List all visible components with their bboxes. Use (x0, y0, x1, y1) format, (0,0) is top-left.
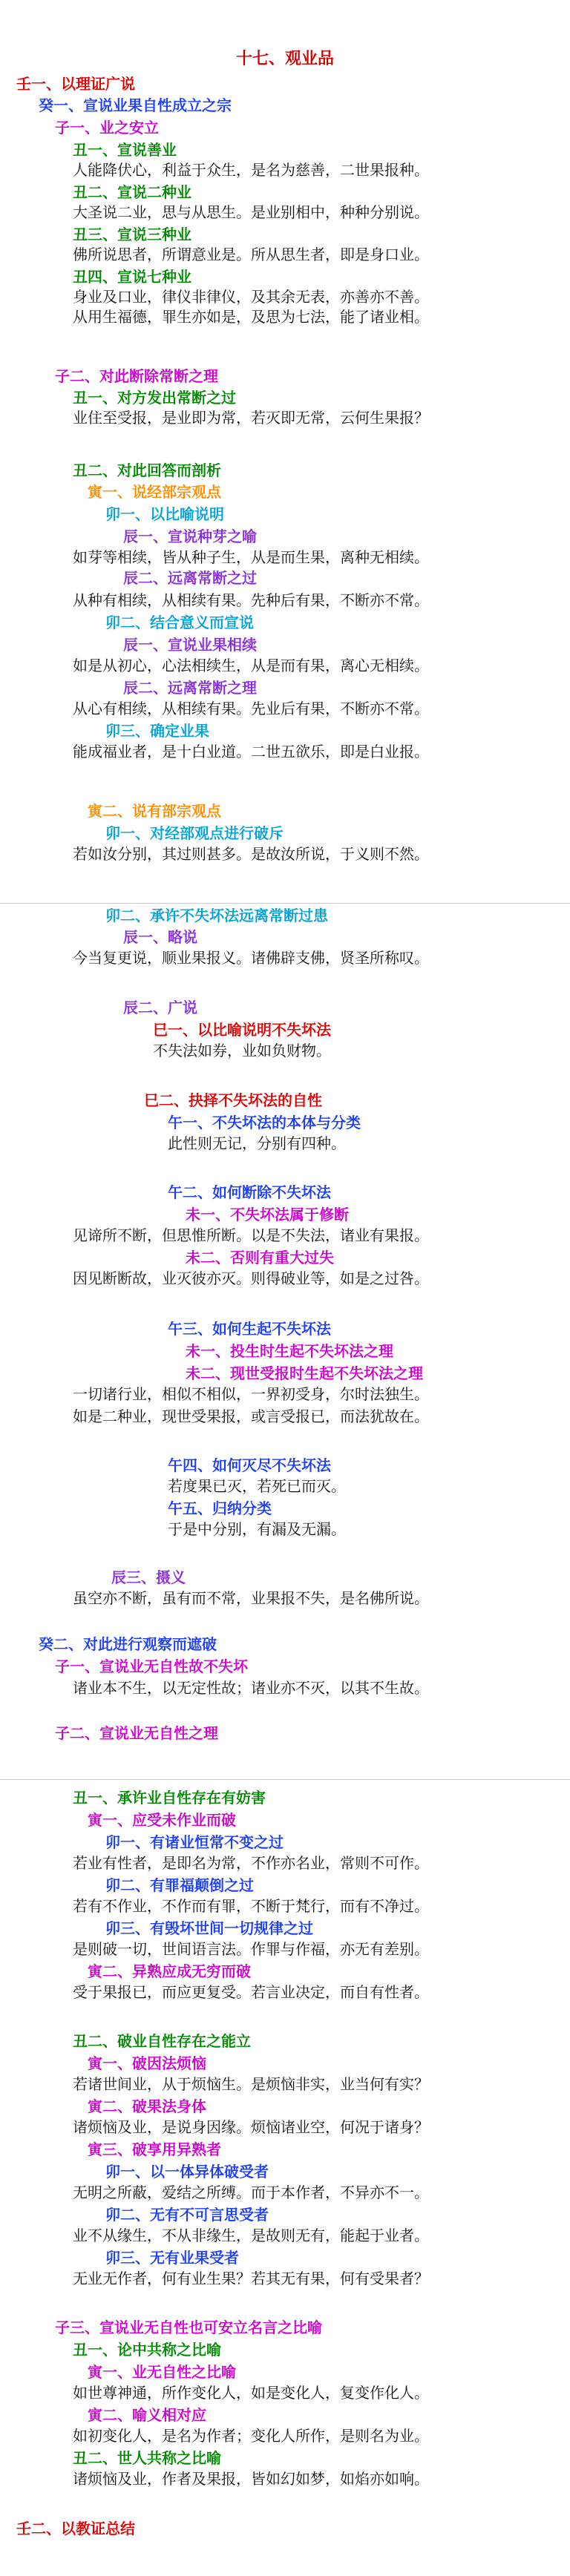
outline-heading: 未二、现世受报时生起不失坏法之理 (186, 1364, 423, 1382)
verse-line: 见谛所不断，但思惟所断。以是不失法，诸业有果报。 (73, 1226, 429, 1244)
outline-heading: 丑三、宣说三种业 (73, 226, 191, 243)
outline-heading: 寅二、异熟应成无穷而破 (88, 1962, 251, 1980)
verse-line: 今当复更说，顺业果报义。诸佛辟支佛，贤圣所称叹。 (73, 949, 429, 967)
outline-heading: 巳一、以比喻说明不失坏法 (153, 1021, 331, 1039)
outline-heading: 巳二、抉择不失坏法的自性 (144, 1091, 322, 1109)
outline-heading: 卯一、以比喻说明 (105, 505, 224, 523)
outline-heading: 丑二、宣说二种业 (73, 183, 191, 201)
verse-line: 受于果报已，而应更复受。若言业决定，而自有性者。 (73, 1983, 429, 2001)
verse-line: 如是从初心，心法相续生，从是而有果，离心无相续。 (73, 657, 429, 674)
verse-line: 如芽等相续，皆从种子生，从是而生果，离种无相续。 (73, 548, 429, 566)
outline-heading: 丑一、论中共称之比喻 (73, 2341, 221, 2359)
page-divider (0, 1779, 570, 1780)
outline-heading: 辰三、摄义 (111, 1568, 186, 1586)
outline-heading: 辰二、广说 (123, 999, 197, 1016)
verse-line: 人能降伏心，利益于众生，是名为慈善，二世果报种。 (73, 161, 429, 179)
outline-heading: 丑二、世人共称之比喻 (73, 2449, 221, 2467)
verse-line: 此性则无记，分别有四种。 (168, 1134, 346, 1152)
page-divider (0, 903, 570, 904)
verse-line: 业不从缘生，不从非缘生，是故则无有，能起于业者。 (73, 2227, 429, 2244)
outline-heading: 午三、如何生起不失坏法 (168, 1320, 331, 1338)
outline-heading: 午四、如何灭尽不失坏法 (168, 1456, 331, 1474)
outline-heading: 辰二、远离常断之理 (123, 679, 257, 697)
outline-heading: 卯三、确定业果 (105, 722, 209, 740)
outline-heading: 癸二、对此进行观察而遮破 (39, 1635, 217, 1653)
outline-heading: 寅二、喻义相对应 (88, 2406, 206, 2424)
outline-heading: 未一、不失坏法属于修断 (186, 1206, 349, 1223)
outline-heading: 午二、如何断除不失坏法 (168, 1183, 331, 1201)
outline-heading: 子二、宣说业无自性之理 (55, 1724, 218, 1742)
outline-heading: 卯一、有诸业恒常不变之过 (105, 1833, 284, 1851)
verse-line: 从心有相续，从相续有果。先业后有果，不断亦不常。 (73, 700, 429, 717)
outline-heading: 寅一、业无自性之比喻 (88, 2363, 236, 2381)
outline-heading: 子三、宣说业无自性也可安立名言之比喻 (55, 2319, 322, 2336)
outline-heading: 子一、宣说业无自性故不失坏 (55, 1657, 248, 1675)
verse-line: 若度果已灭，若死已而灭。 (168, 1477, 346, 1495)
verse-line: 因见断断故，业灭彼亦灭。则得破业等，如是之过咎。 (73, 1269, 429, 1287)
outline-heading: 寅二、说有部宗观点 (88, 802, 221, 820)
verse-line: 若业有性者，是即名为常，不作亦名业，常则不可作。 (73, 1854, 429, 1872)
outline-heading: 丑一、承许业自性存在有妨害 (73, 1789, 266, 1807)
outline-heading: 寅一、破因法烦恼 (88, 2054, 206, 2072)
verse-line: 业住至受报，是业即为常，若灭即无常，云何生果报？ (73, 409, 429, 427)
verse-line: 若诸世间业，从于烦恼生。是烦恼非实，业当何有实？ (73, 2075, 429, 2093)
verse-line: 大圣说二业，思与从思生。是业别相中，种种分别说。 (73, 203, 429, 221)
verse-line: 身业及口业，律仪非律仪，及其余无表，亦善亦不善。 (73, 288, 429, 306)
verse-line: 如初变化人，是名为作者；变化人所作，是则名为业。 (73, 2427, 429, 2445)
outline-heading: 卯三、无有业果受者 (105, 2249, 239, 2267)
verse-line: 无业无作者，何有业生果？若其无有果，何有受果者？ (73, 2270, 429, 2287)
outline-heading: 卯二、承许不失坏法远离常断过患 (105, 907, 328, 924)
outline-heading: 辰一、宣说种芽之喻 (123, 528, 257, 545)
verse-line: 一切诸行业，相似不相似，一界初受身，尔时法独生。 (73, 1385, 429, 1403)
outline-heading: 午五、归纳分类 (168, 1499, 272, 1517)
outline-heading: 子二、对此断除常断之理 (55, 367, 218, 385)
outline-heading: 丑二、破业自性存在之能立 (73, 2032, 251, 2050)
outline-heading: 寅一、说经部宗观点 (88, 483, 221, 501)
verse-line: 诸业本不生，以无定性故；诸业亦不灭，以其不生故。 (73, 1679, 429, 1697)
outline-heading: 卯三、有毁坏世间一切规律之过 (105, 1919, 313, 1937)
verse-line: 从种有相续，从相续有果。先种后有果，不断亦不常。 (73, 591, 429, 609)
verse-line: 虽空亦不断，虽有而不常，业果报不失，是名佛所说。 (73, 1589, 429, 1607)
outline-heading: 寅三、破享用异熟者 (88, 2140, 221, 2158)
outline-heading: 未一、投生时生起不失坏法之理 (186, 1342, 393, 1360)
verse-line: 无明之所蔽，爱结之所缚。而于本作者，不异亦不一。 (73, 2184, 429, 2201)
outline-heading: 壬一、以理证广说 (16, 75, 135, 93)
verse-line: 若如汝分别，其过则甚多。是故汝所说，于义则不然。 (73, 845, 429, 863)
outline-heading: 未二、否则有重大过失 (186, 1249, 334, 1266)
outline-heading: 辰一、宣说业果相续 (123, 636, 257, 654)
outline-heading: 卯二、有罪福颠倒之过 (105, 1876, 254, 1894)
outline-heading: 卯一、以一体异体破受者 (105, 2163, 269, 2181)
outline-heading: 卯二、无有不可言思受者 (105, 2206, 269, 2224)
verse-line: 若有不作业，不作而有罪，不断于梵行，而有不净过。 (73, 1897, 429, 1915)
verse-line: 如世尊神通，所作变化人，如是变化人，复变作化人。 (73, 2384, 429, 2402)
outline-heading: 丑一、宣说善业 (73, 141, 177, 159)
verse-line: 于是中分别，有漏及无漏。 (168, 1520, 346, 1538)
outline-heading: 辰二、远离常断之过 (123, 569, 257, 587)
outline-heading: 辰一、略说 (123, 928, 197, 946)
outline-heading: 丑一、对方发出常断之过 (73, 389, 236, 407)
verse-line: 诸烦恼及业，是说身因缘。烦恼诸业空，何况于诸身？ (73, 2118, 429, 2136)
verse-line: 佛所说思者，所谓意业是。所从思生者，即是身口业。 (73, 246, 429, 263)
outline-heading: 卯二、结合意义而宣说 (105, 614, 254, 631)
verse-line: 如是二种业，现世受果报，或言受报已，而法犹故在。 (73, 1407, 429, 1425)
outline-heading: 壬二、以教证总结 (16, 2520, 135, 2537)
outline-heading: 子一、业之安立 (55, 119, 159, 137)
outline-heading: 癸一、宣说业果自性成立之宗 (39, 96, 232, 114)
outline-heading: 寅二、破果法身体 (88, 2097, 206, 2115)
verse-line: 不失法如券，业如负财物。 (153, 1042, 331, 1059)
outline-heading: 丑二、对此回答而剖析 (73, 461, 221, 479)
verse-line: 诸烦恼及业，作者及果报，皆如幻如梦，如焰亦如响。 (73, 2470, 429, 2488)
outline-heading: 午一、不失坏法的本体与分类 (168, 1114, 361, 1131)
page-title: 十七、观业品 (235, 49, 334, 68)
outline-heading: 卯一、对经部观点进行破斥 (105, 824, 284, 842)
verse-line: 是则破一切，世间语言法。作罪与作福，亦无有差别。 (73, 1940, 429, 1958)
verse-line: 能成福业者，是十白业道。二世五欲乐，即是白业报。 (73, 743, 429, 760)
outline-heading: 寅一、应受未作业而破 (88, 1811, 236, 1829)
verse-line: 从用生福德，罪生亦如是，及思为七法，能了诸业相。 (73, 308, 429, 326)
outline-heading: 丑四、宣说七种业 (73, 268, 191, 286)
